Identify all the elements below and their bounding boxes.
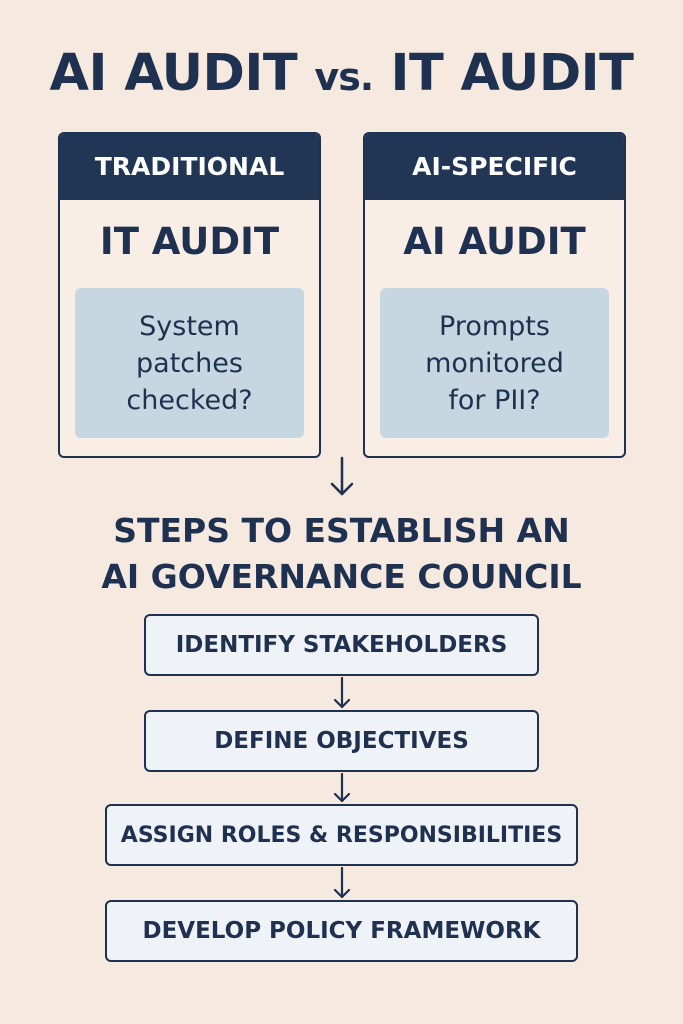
question-line: Prompts — [439, 310, 550, 342]
steps-title-line: AI GOVERNANCE COUNCIL — [101, 557, 582, 596]
step-identify-stakeholders: IDENTIFY STAKEHOLDERS — [144, 614, 539, 676]
step-develop-policy-framework: DEVELOP POLICY FRAMEWORK — [105, 900, 578, 962]
question-line: monitored — [425, 347, 564, 379]
arrow-down-icon — [329, 456, 355, 498]
question-line: for PII? — [448, 384, 541, 416]
steps-title-line: STEPS TO ESTABLISH AN — [113, 511, 570, 550]
question-line: checked? — [126, 384, 253, 416]
main-title — [0, 44, 683, 103]
title-part-it-audit: IT AUDIT — [373, 44, 634, 103]
title-vs: vs. — [314, 55, 374, 99]
card-title-it-audit: IT AUDIT — [99, 220, 280, 263]
arrow-down-icon — [333, 773, 351, 803]
card-header-ai-specific: AI-SPECIFIC — [365, 134, 624, 200]
arrow-down-icon — [333, 867, 351, 899]
question-line: patches — [136, 347, 243, 379]
title-part-ai-audit: AI AUDIT — [49, 44, 315, 103]
card-question-it-audit — [75, 288, 304, 438]
card-question-ai-audit — [380, 288, 609, 438]
step-define-objectives: DEFINE OBJECTIVES — [144, 710, 539, 772]
card-header-traditional: TRADITIONAL — [60, 134, 319, 200]
card-title-ai-audit: AI AUDIT — [403, 220, 586, 263]
step-assign-roles: ASSIGN ROLES & RESPONSIBILITIES — [105, 804, 578, 866]
question-line: System — [139, 310, 240, 342]
arrow-down-icon — [333, 677, 351, 709]
traditional-it-audit-card — [58, 132, 321, 458]
ai-specific-audit-card — [363, 132, 626, 458]
steps-section-title — [0, 508, 683, 600]
